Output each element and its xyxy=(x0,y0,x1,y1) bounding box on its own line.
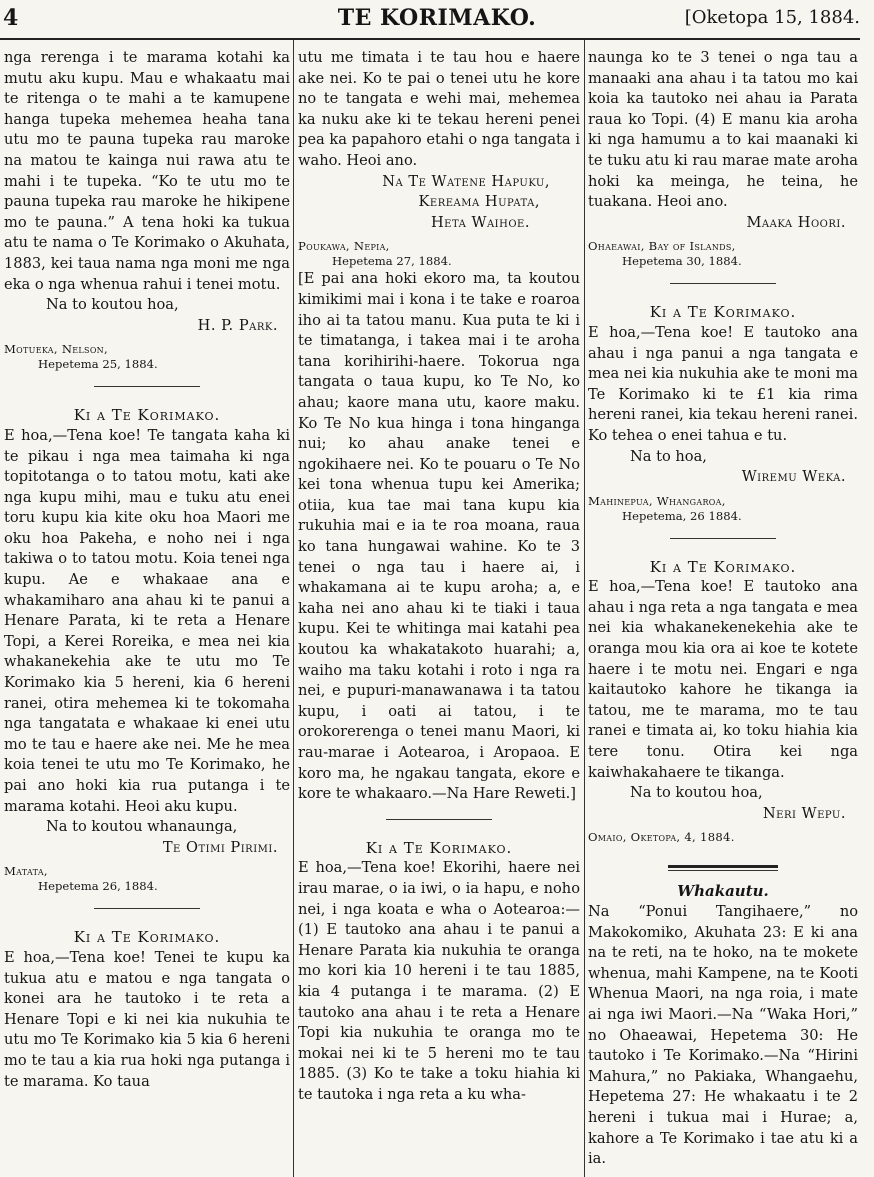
column-3 xyxy=(588,48,858,1173)
newspaper-title: TE KORIMAKO. xyxy=(337,5,537,31)
replies-body: Na “Ponui Tangihaere,” no Makokomiko, Akuhata 23: E ki ana na te reti, na te hoko, na te mokete whenua, mahi Kampene, na te Kooti Whenua Maori, na nga roia, i mate ai nga iwi Maori.—Na “Waka Hori,” no Ohaeawai, Hepetema 30: He tautoko i Te Korimako.—Na “Hirini Mahura,” no Pakiaka, Whangaehu, Hepetema 27: He whakaatu i te 2 hereni i tukua mai i Hurae; a, kahore a Te Korimako i tae atu ki a ia. xyxy=(588,903,858,1168)
letter-heading: Ki a Te Korimako. xyxy=(649,303,797,322)
column-divider xyxy=(293,40,294,1177)
page-header xyxy=(0,0,874,44)
letter-address xyxy=(588,494,858,524)
section-rule-thick xyxy=(668,865,778,868)
letter-heading: Ki a Te Korimako. xyxy=(649,557,797,576)
letter-place: Matata, xyxy=(4,864,48,879)
letter-date: Hepetema, 26 1884. xyxy=(622,508,742,523)
section-rule-thin xyxy=(668,870,778,871)
letter-heading: Ki a Te Korimako. xyxy=(73,928,221,947)
column-2 xyxy=(298,48,580,1173)
letter-closing: Na to hoa, xyxy=(630,447,707,465)
letter-address xyxy=(298,239,580,269)
section-separator xyxy=(670,283,776,284)
section-separator xyxy=(386,819,492,820)
letter-body: utu me timata i te tau hou e haere ake nei. Ko te pai o tenei utu he kore no te tangata e wehi mai, mehemea ka nuku ake ki te tekau hereni penei pea ka papahoro etahi o nga tangata i waho. Heoi ano. xyxy=(298,49,580,169)
letter-date: Hepetema 26, 1884. xyxy=(38,879,158,894)
letter-address xyxy=(4,864,290,894)
column-divider xyxy=(584,40,585,1177)
letter-place: Mahinepua, Whangaroa, xyxy=(588,493,726,508)
letter-body: naunga ko te 3 tenei o nga tau a manaaki ana ahau i ta tatou mo kai koia ka tautoko nei ahau ia Parata raua ko Topi. (4) E manu kia aroha ki nga hamumu a to kai maanaki ki te tuku atu ki rau marae mate aroha hoki ka meinga, he teina, he tuakana. Heoi ano. xyxy=(588,49,858,211)
letter-date: Hepetema 27, 1884. xyxy=(332,254,452,269)
letter-body: E hoa,—Tena koe! E tautoko ana ahau i nga panui a nga tangata e mea nei kia nukuhia ake te moni ma Te Korimako ki te £1 kia rima hereni ranei, kia tekau hereni ranei. Ko tehea o enei tahua e tu. xyxy=(588,323,858,444)
letter-signature: Te Otimi Pirimi. xyxy=(162,838,278,856)
issue-date: [Oketopa 15, 1884. xyxy=(684,7,860,28)
letter-signature: Neri Wepu. xyxy=(762,804,846,822)
letter-closing: Na to koutou hoa, xyxy=(630,784,763,802)
editor-note: [E pai ana hoki ekoro ma, ta koutou kimikimi mai i kona i te take e roaroa iho ai ta tatou manu. Kua puta te ki i te timatanga, i takea mai i te aroha tana korihirihi-haere. Tokorua nga tangata o taua kupu, ko Te No, ko ahau; kaore mana utu, kaore maku. Ko Te No kua hinga i tona hinganga nui; ko ahau anake tenei e ngokihaere nei. Ko te pouaru o Te No kei tona whenua tupu kei Amerika; otiia, kua tae mai tana kupu kia rukuhia mai e ia te roa moana, raua ko tana hungawai wahine. Ko te 3 tenei o nga tau i haere ai, i whakamana ai te kupu aroha; a, e kaha nei ano ahau ki te tiaki i taua kupu. Kei te whitinga mai katahi pea koutou ka whakatakoto huarahi; a, waiho ma taku kotahi i roto i nga ra nei, e pupuri-manawanawa i ta tatou kupu, i oati ai tatou, i te orokorerenga o tenei manu Maori, ki rau-marae i Aotearoa, i Aropaoa. E koro ma, he ngakau tangata, ekore e kore te whakaaro.—Na Hare Reweti.] xyxy=(298,270,580,803)
letter-heading: Ki a Te Korimako. xyxy=(73,406,221,425)
letter-address xyxy=(588,830,858,845)
page-number: 4 xyxy=(3,5,19,31)
letter-body: E hoa,—Tena koe! Ekorihi, haere nei irau marae, o ia iwi, o ia hapu, e noho nei, i nga koata e wha o Aotearoa:—(1) E tautoko ana ahau i te panui a Henare Parata kia nukuhia te oranga mo kori kia 10 hereni i te tau 1885, kia 4 putanga i te marama. (2) E tautoko ana ahau i te reta a Henare Topi kia nukuhia te oranga mo te mokai nei ki te 5 hereni mo te tau 1885. (3) Ko te take a toku hiahia ki te tautoka i nga reta a ku wha- xyxy=(298,859,580,1103)
letter-signature: Kereama Hupata, xyxy=(418,193,540,211)
replies-heading: Whakautu. xyxy=(677,882,769,901)
header-rule xyxy=(0,38,860,40)
letter-signature: H. P. Park. xyxy=(197,316,278,334)
letter-signature: Heta Waihoe. xyxy=(430,213,530,231)
letter-place: Poukawa, Nepia, xyxy=(298,239,390,254)
section-separator xyxy=(670,538,776,539)
letter-body: E hoa,—Tena koe! Tenei te kupu ka tukua atu e matou e nga tangata o konei ara he tautoko i te reta a Henare Topi e ki nei kia nukuhia te utu mo Te Korimako kia 5 kia 6 hereni mo te tau a kia rua hoki nga putanga i te marama. Ko taua xyxy=(4,948,290,1090)
letter-signature: Na Te Watene Hapuku, xyxy=(382,172,550,190)
letter-body: nga rerenga i te marama kotahi ka mutu aku kupu. Mau e whakaatu mai te ritenga o te mahi a te kamupene hanga tupeka mehemea heaha tana utu mo te pauna tupeka rau maroke na matou te kainga nui rawa atu te mahi i te tupeka. “Ko te utu mo te pauna tupeka rau maroke he hikipene mo te pauna.” A tena hoki ka tukua atu te nama o Te Korimako o Akuhata, 1883, kei taua nama nga moni me nga eka o nga whenua rahui i tenei motu. xyxy=(4,49,290,293)
letter-closing: Na to koutou hoa, xyxy=(46,296,179,314)
column-1 xyxy=(4,48,290,1173)
letter-signature: Maaka Hoori. xyxy=(746,213,846,231)
letter-place: Ohaeawai, Bay of Islands, xyxy=(588,239,736,254)
letter-signature: Wiremu Weka. xyxy=(741,468,846,486)
letter-date: Hepetema 30, 1884. xyxy=(622,254,742,269)
letter-body: E hoa,—Tena koe! E tautoko ana ahau i nga reta a nga tangata e mea nei kia whakanekenekehia ake te oranga mou kia ora ai koe te kotete haere i te motu nei. Engari e nga kaitautoko kahore he tikanga ia tatou, me te marama, mo te tau ranei e timata ai, ko toku hiahia kia tere tonu. Otira kei nga kaiwhakahaere te tikanga. xyxy=(588,578,858,781)
letter-address xyxy=(588,239,858,269)
letter-body: E hoa,—Tena koe! Te tangata kaha ki te pikau i nga mea taimaha ki nga topitotanga o to tatou motu, kati ake nga kupu mihi, mau e tuku atu enei toru kupu kia kite oku hoa Maori me oku hoa Pakeha, e noho nei i nga takiwa o to tatou motu. Koia tenei nga kupu. Ae e whakaae ana e whakamiharo ana ahau ki te panui a Henare Parata, ki te reta a Henare Topi, a Kerei Roreika, e mea nei kia whakanekehia ake te utu mo Te Korimako kia 5 hereni, kia 6 hereni ranei, otira mehemea ki te tokomaha nga tangatata e whakaae ki enei utu mo te tau e haere ake nei. Me he mea koia tenei te utu mo Te Korimako, he pai ano hoki kia rua putanga i te marama kotahi. Heoi aku kupu. xyxy=(4,426,290,815)
letter-closing: Na to koutou whanaunga, xyxy=(46,818,238,836)
section-separator xyxy=(94,908,200,909)
letter-place: Motueka, Nelson, xyxy=(4,342,108,357)
letter-address xyxy=(4,342,290,372)
letter-heading: Ki a Te Korimako. xyxy=(365,838,513,857)
letter-date: Hepetema 25, 1884. xyxy=(38,357,158,372)
letter-place: Omaio, Oketopa, 4, 1884. xyxy=(588,830,735,845)
section-separator xyxy=(94,386,200,387)
